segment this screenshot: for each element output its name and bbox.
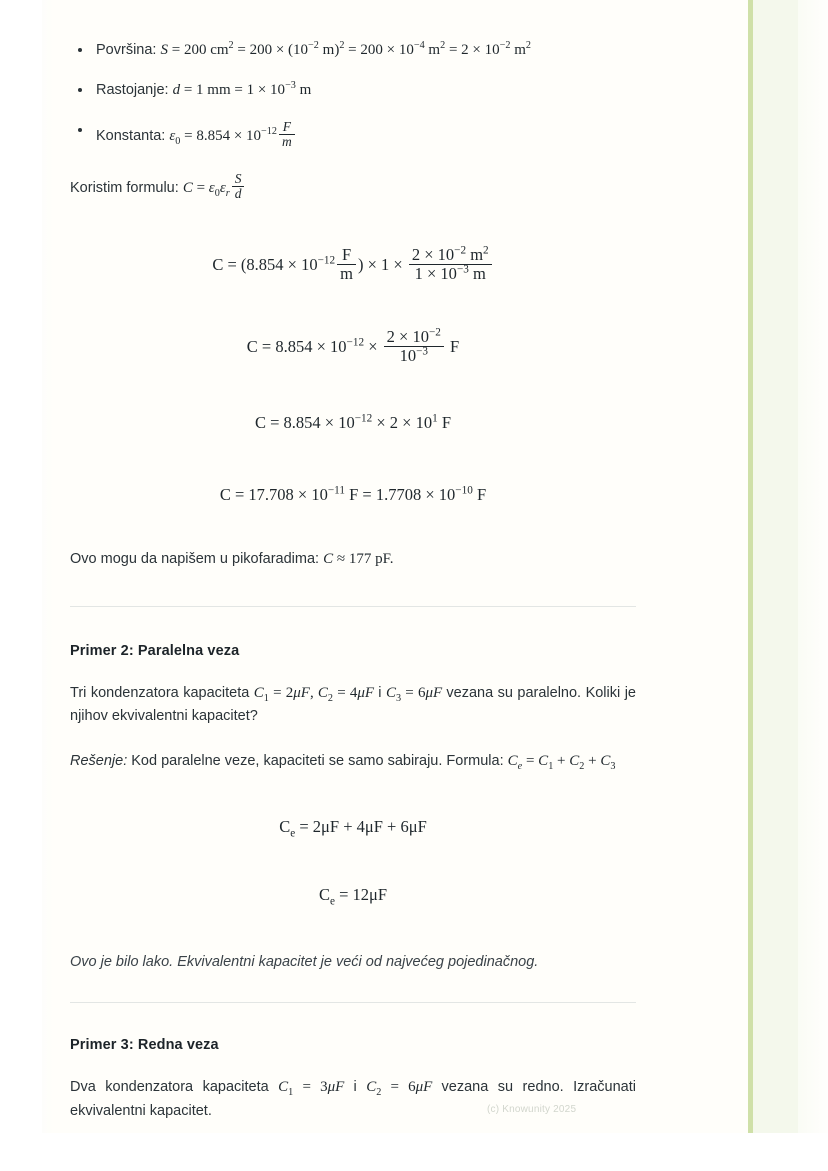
primer3-heading: Primer 3: Redna veza bbox=[70, 1037, 219, 1054]
page-right-edge bbox=[798, 0, 828, 1133]
primer2-c2: $C_2 = 4\mu F$ bbox=[317, 684, 375, 704]
picofarad-math: C ≈ 177 pF. bbox=[323, 551, 394, 568]
page-left-edge bbox=[42, 0, 54, 1133]
formula-intro-line bbox=[70, 172, 636, 202]
bullet-povrsina-label: Površina: bbox=[96, 42, 157, 58]
bullet-rastojanje-math: d = 1 mm = $1 \times 10^{-3}$ m bbox=[172, 79, 312, 98]
picofarad-text: Ovo mogu da napišem u pikofaradima: bbox=[70, 551, 320, 568]
equation-4: $C = 17.708 \times 10^{-11}$ $F = 1.7708 \times 10^{-10}$ F bbox=[219, 484, 487, 505]
primer3-c1: $C_1 = 3\mu F$ bbox=[278, 1079, 345, 1099]
primer3-problem-before: Dva kondenzatora kapaciteta bbox=[70, 1079, 269, 1096]
picofarad-line bbox=[70, 547, 636, 571]
equation-2: $C = 8.854 \times 10^{-12}$ × $\frac{2 \times 10^{-2}}{10^{-3}}$ F bbox=[246, 326, 460, 366]
equation-5: $C_e = 2\mu F + 4\mu F + 6\mu F$ bbox=[279, 817, 427, 840]
bullet-povrsina-math: S = 200 $cm^2 = 200 \times (10^{-2}$ $m)^2 = 200 \times 10^{-4}$ $m^2 = 2 \times 10^{-2}$ $m^2$ bbox=[160, 40, 531, 58]
bullet-povrsina bbox=[70, 40, 636, 62]
equation-3: $C = 8.854 \times 10^{-12} \times 2 \times 10^1$ F bbox=[254, 412, 452, 433]
primer2-c1: $C_1 = 2\mu F$, bbox=[253, 684, 318, 704]
divider-1 bbox=[70, 606, 636, 607]
bullet-rastojanje bbox=[70, 80, 636, 102]
primer3-problem bbox=[70, 1075, 636, 1123]
formula-intro-text: Koristim formulu: bbox=[70, 179, 179, 196]
equation-6: $C_e = 12\mu F$ bbox=[318, 885, 388, 908]
primer2-c3: $C_3 = 6\mu F$ bbox=[386, 684, 443, 704]
primer2-conclusion: Ovo je bilo lako. Ekvivalentni kapacitet je veći od najvećeg pojedinačnog. bbox=[70, 954, 539, 970]
primer2-conj: i bbox=[378, 684, 382, 701]
bullet-konstanta-math: $\varepsilon_0 = 8.854 \times 10^{-12}$ $\frac{F}{m}$ bbox=[169, 128, 296, 144]
primer3-conj: i bbox=[353, 1079, 357, 1096]
primer2-solution-formula: $C_e = C_1 + C_2 + C_3$ bbox=[507, 752, 616, 772]
primer2-heading: Primer 2: Paralelna veza bbox=[70, 642, 240, 659]
equation-1: $C = (8.854 \times 10^{-12}$ $\frac{F}{m}$ ) × 1 × $\frac{2 \times 10^{-2} m^2}{1 \times 10^{-3} m}$ bbox=[70, 246, 636, 283]
formula-intro-math: $C = \varepsilon_0\varepsilon_r$ $\frac{S}{d}$ bbox=[183, 180, 247, 196]
accent-rail-panel bbox=[753, 0, 798, 1133]
primer2-problem-before: Tri kondenzatora kapaciteta bbox=[70, 684, 250, 701]
divider-2 bbox=[70, 1002, 636, 1003]
primer2-problem-after: vezana su paralelno. Koliki je njihov ekvivalentni kapacitet? bbox=[70, 684, 636, 725]
primer2-solution bbox=[70, 749, 636, 773]
copyright-watermark: (c) Knowunity 2025 bbox=[487, 1104, 577, 1115]
primer3-c2: $C_2 = 6\mu F$ bbox=[366, 1079, 433, 1099]
primer3-problem-after: vezana su redno. Izračunati ekvivalentni kapacitet. bbox=[70, 1079, 636, 1119]
bullet-konstanta-label: Konstanta: bbox=[96, 127, 166, 144]
bullet-konstanta bbox=[70, 120, 636, 150]
bullet-rastojanje-label: Rastojanje: bbox=[96, 81, 169, 98]
givens-list bbox=[70, 40, 636, 150]
primer2-solution-text: Kod paralelne veze, kapaciteti se samo sabiraju. Formula: bbox=[131, 752, 504, 769]
primer2-solution-label: Rešenje: bbox=[70, 752, 128, 769]
primer2-problem bbox=[70, 681, 636, 729]
document-content bbox=[70, 0, 636, 1123]
